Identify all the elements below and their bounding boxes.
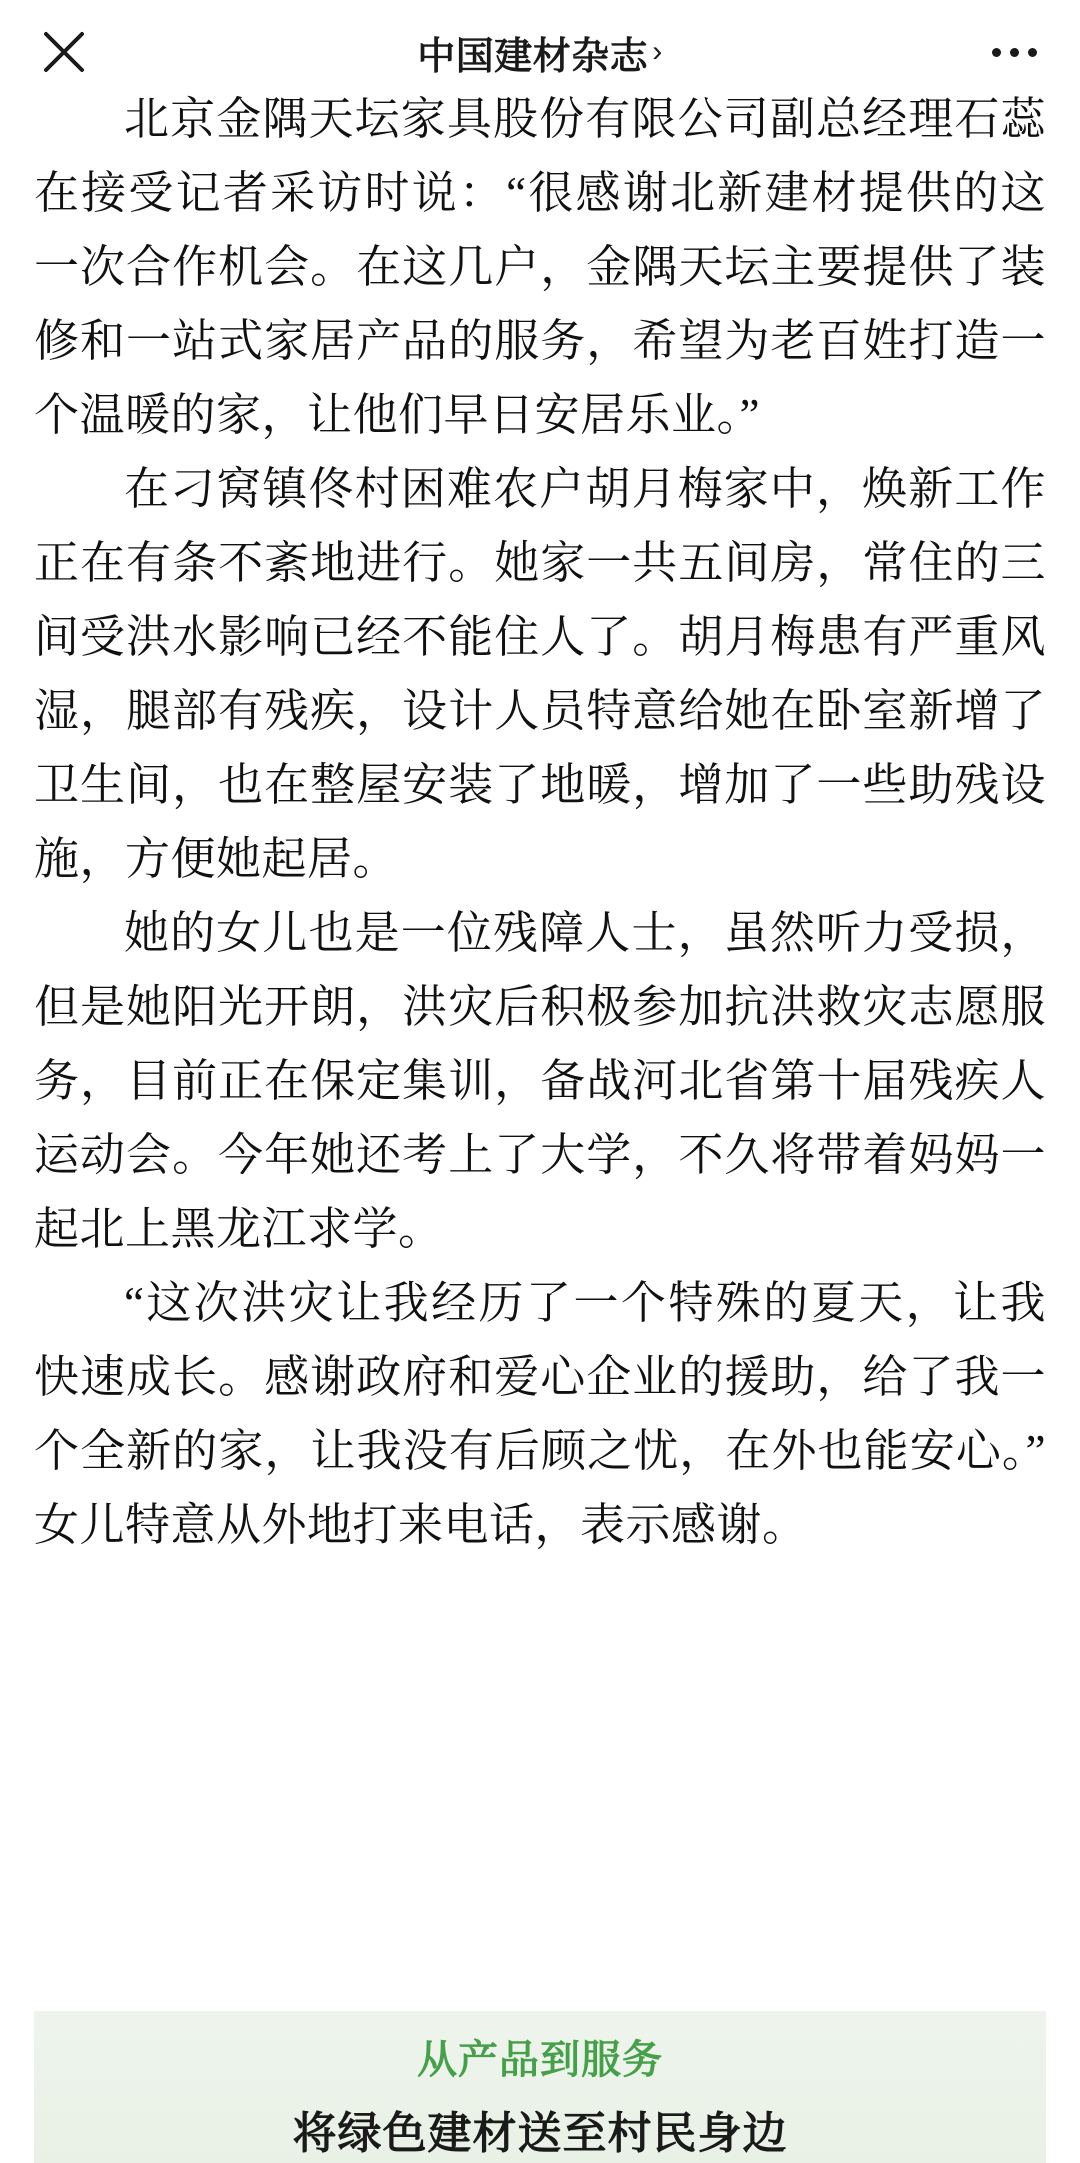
article-paragraph: “这次洪灾让我经历了一个特殊的夏天，让我快速成长。感谢政府和爱心企业的援助，给了我一个全新的家，让我没有后顾之忧，在外也能安心。”女儿特意从外地打来电话，表示感谢。 [34, 1278, 1046, 1550]
more-dot [992, 48, 1001, 57]
page-title: 中国建材杂志 [417, 35, 649, 78]
banner-subtitle: 从产品到服务 [417, 2036, 663, 2082]
account-name-button[interactable] [417, 25, 663, 80]
more-dot [1028, 48, 1037, 57]
banner-title: 将绿色建材送至村民身边 [292, 2108, 788, 2158]
more-dot [1010, 48, 1019, 57]
article-paragraph: 在刁窝镇佟村困难农户胡月梅家中，焕新工作正在有条不紊地进行。她家一共五间房，常住的三间受洪水影响已经不能住人了。胡月梅患有严重风湿，腿部有残疾，设计人员特意给她在卧室新增了卫生间，也在整屋安装了地暖，增加了一些助残设施，方便她起居。 [34, 464, 1046, 884]
article-paragraph: 北京金隅天坛家具股份有限公司副总经理石蕊在接受记者采访时说：“很感谢北新建材提供的这一次合作机会。在这几户，金隅天坛主要提供了装修和一站式家居产品的服务，希望为老百姓打造一个温暖的家，让他们早日安居乐业。” [34, 94, 1046, 440]
chevron-right-icon: › [652, 35, 663, 68]
article-body [0, 82, 1080, 1562]
section-banner [34, 2011, 1046, 2163]
article-paragraph: 她的女儿也是一位残障人士，虽然听力受损，但是她阳光开朗，洪灾后积极参加抗洪救灾志愿服务，目前正在保定集训，备战河北省第十届残疾人运动会。今年她还考上了大学，不久将带着妈妈一起北上黑龙江求学。 [34, 908, 1046, 1254]
close-icon[interactable] [36, 24, 92, 80]
more-options-icon[interactable] [984, 24, 1044, 80]
